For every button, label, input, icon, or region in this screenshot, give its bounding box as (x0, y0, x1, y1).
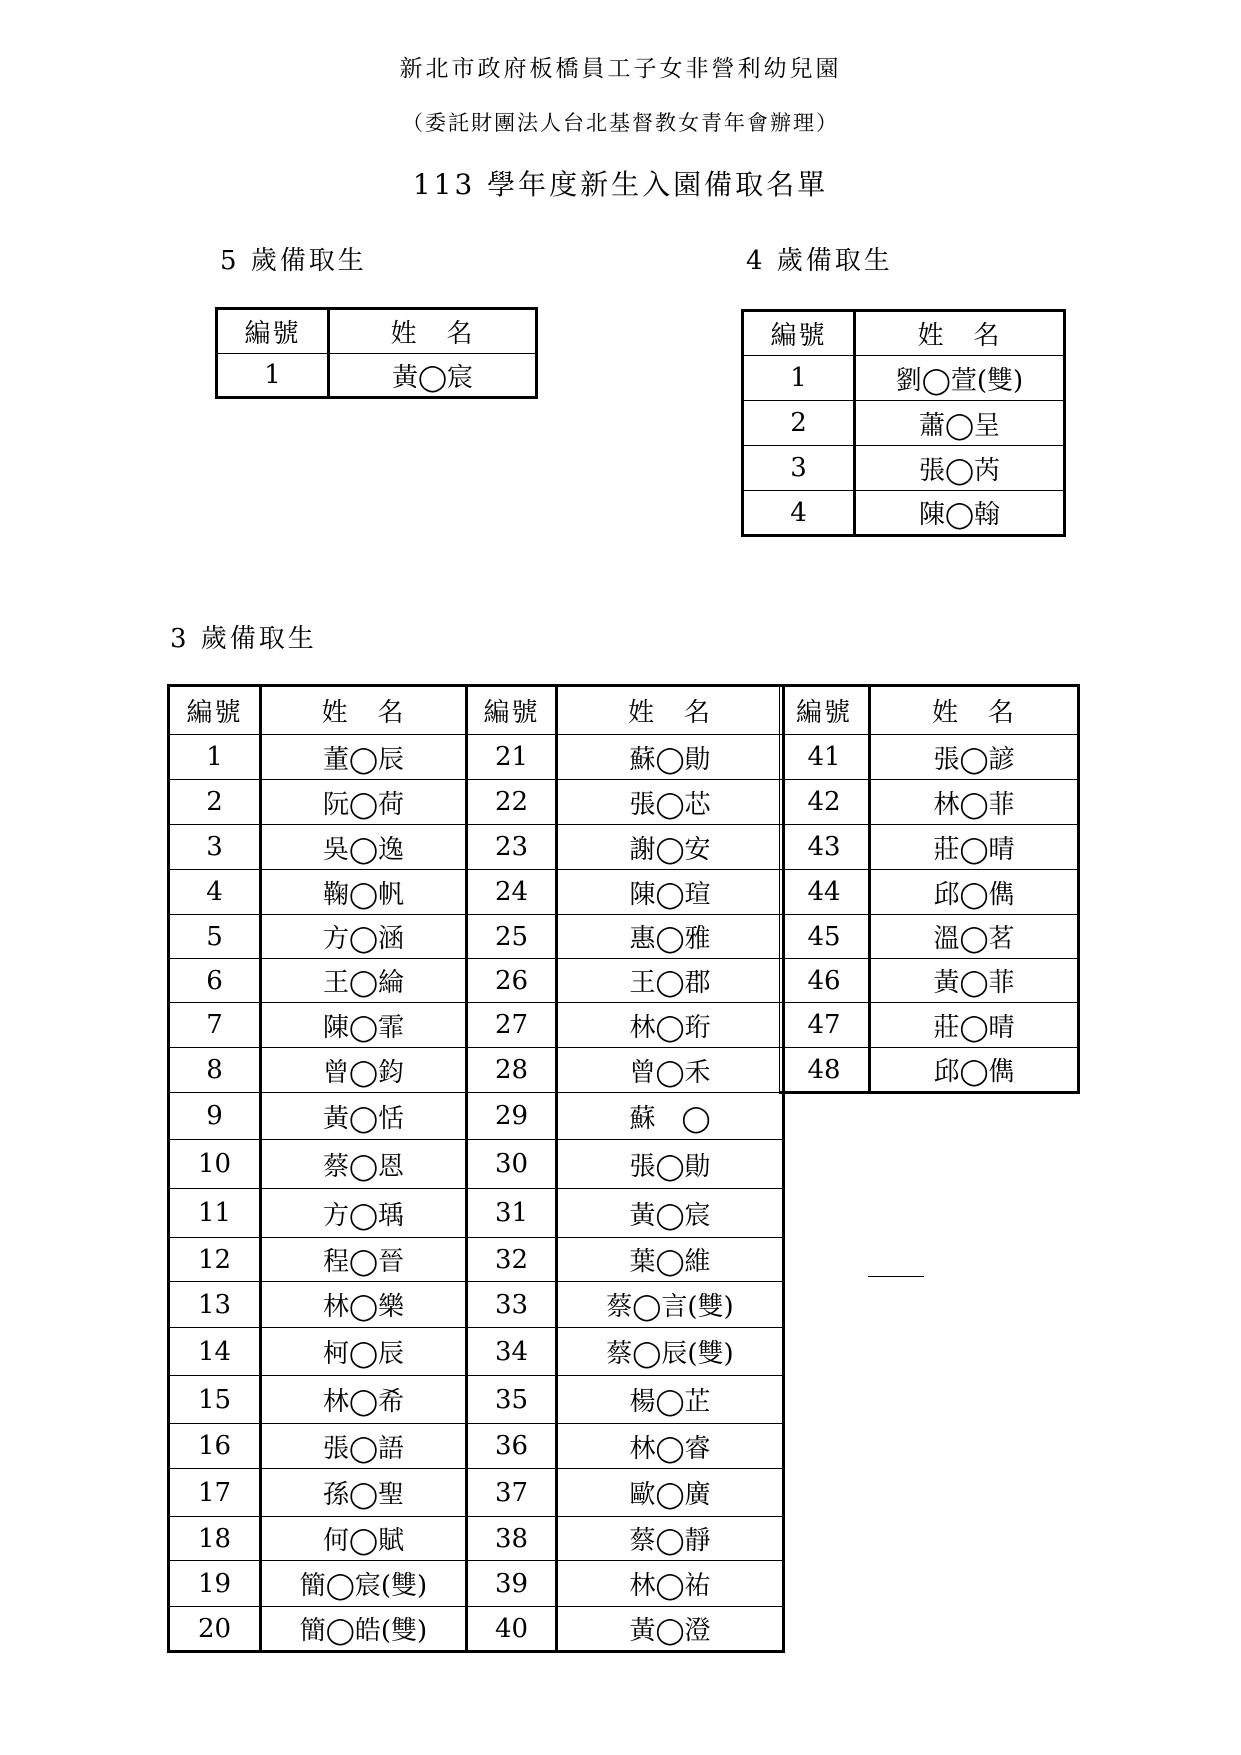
row-number: 3 (743, 446, 855, 491)
table-row (780, 959, 1079, 1003)
col-name-header: 姓 名 (855, 311, 1065, 356)
col-name-header: 姓 名 (261, 686, 467, 735)
col-name-header: 姓 名 (329, 309, 537, 354)
age4-table (741, 309, 1066, 537)
table-row (169, 1328, 784, 1376)
row-name: 蘇 ◯ (557, 1093, 784, 1140)
table-row (169, 1376, 784, 1424)
row-number: 37 (467, 1469, 557, 1517)
row-number: 12 (169, 1238, 261, 1282)
divider-line (868, 1276, 924, 1277)
row-number: 47 (780, 1003, 870, 1048)
row-name: 簡◯宸(雙) (261, 1561, 467, 1607)
row-name: 何◯賦 (261, 1517, 467, 1561)
row-number: 2 (169, 780, 261, 825)
table-header-row (217, 309, 537, 354)
row-name: 張◯諺 (870, 735, 1079, 780)
row-number: 15 (169, 1376, 261, 1424)
table-row (169, 870, 784, 915)
row-name: 蕭◯呈 (855, 401, 1065, 446)
row-number: 13 (169, 1282, 261, 1328)
row-number: 28 (467, 1048, 557, 1093)
row-number: 8 (169, 1048, 261, 1093)
row-number: 9 (169, 1093, 261, 1140)
row-name: 惠◯雅 (557, 915, 784, 959)
table-header-row (169, 686, 784, 735)
row-number: 27 (467, 1003, 557, 1048)
row-number: 39 (467, 1561, 557, 1607)
row-name: 蔡◯恩 (261, 1140, 467, 1189)
row-number: 21 (467, 735, 557, 780)
row-number: 30 (467, 1140, 557, 1189)
row-name: 簡◯皓(雙) (261, 1607, 467, 1652)
col-name-header: 姓 名 (557, 686, 784, 735)
row-number: 11 (169, 1189, 261, 1238)
table-row (169, 1093, 784, 1140)
row-name: 張◯勛 (557, 1140, 784, 1189)
list-title: 113 學年度新生入園備取名單 (412, 168, 829, 201)
table-row (169, 825, 784, 870)
row-name: 黃◯菲 (870, 959, 1079, 1003)
row-number: 34 (467, 1328, 557, 1376)
table-row (169, 1561, 784, 1607)
row-number: 4 (743, 491, 855, 536)
row-name: 歐◯廣 (557, 1469, 784, 1517)
row-name: 溫◯茗 (870, 915, 1079, 959)
row-name: 蔡◯靜 (557, 1517, 784, 1561)
table-row (169, 1140, 784, 1189)
row-name: 王◯郡 (557, 959, 784, 1003)
row-name: 蘇◯勛 (557, 735, 784, 780)
table-row (169, 1048, 784, 1093)
row-name: 陳◯翰 (855, 491, 1065, 536)
row-name: 董◯辰 (261, 735, 467, 780)
row-number: 6 (169, 959, 261, 1003)
row-name: 邱◯儁 (870, 1048, 1079, 1093)
row-number: 14 (169, 1328, 261, 1376)
table-row (169, 1517, 784, 1561)
row-number: 35 (467, 1376, 557, 1424)
row-number: 32 (467, 1238, 557, 1282)
row-name: 葉◯維 (557, 1238, 784, 1282)
row-number: 4 (169, 870, 261, 915)
row-number: 22 (467, 780, 557, 825)
table-row (169, 1282, 784, 1328)
row-number: 29 (467, 1093, 557, 1140)
age5-heading: 5 歲備取生 (220, 246, 367, 276)
row-number: 25 (467, 915, 557, 959)
row-number: 1 (217, 354, 329, 398)
row-name: 陳◯瑄 (557, 870, 784, 915)
table-row (743, 446, 1065, 491)
table-row (169, 1189, 784, 1238)
row-number: 42 (780, 780, 870, 825)
table-row (743, 491, 1065, 536)
row-number: 26 (467, 959, 557, 1003)
col-number-header: 編號 (467, 686, 557, 735)
table-row (169, 1469, 784, 1517)
row-name: 邱◯儁 (870, 870, 1079, 915)
row-name: 吳◯逸 (261, 825, 467, 870)
row-name: 莊◯晴 (870, 1003, 1079, 1048)
row-name: 蔡◯言(雙) (557, 1282, 784, 1328)
table-row (169, 1607, 784, 1652)
row-name: 孫◯聖 (261, 1469, 467, 1517)
age4-heading: 4 歲備取生 (746, 246, 893, 276)
table-row (780, 780, 1079, 825)
row-number: 33 (467, 1282, 557, 1328)
row-number: 40 (467, 1607, 557, 1652)
table-row (743, 356, 1065, 401)
row-number: 7 (169, 1003, 261, 1048)
row-number: 16 (169, 1424, 261, 1469)
row-name: 黃◯恬 (261, 1093, 467, 1140)
row-number: 17 (169, 1469, 261, 1517)
row-number: 18 (169, 1517, 261, 1561)
row-number: 1 (743, 356, 855, 401)
row-number: 48 (780, 1048, 870, 1093)
row-name: 程◯晉 (261, 1238, 467, 1282)
row-number: 23 (467, 825, 557, 870)
row-number: 45 (780, 915, 870, 959)
row-name: 曾◯禾 (557, 1048, 784, 1093)
row-name: 林◯樂 (261, 1282, 467, 1328)
table-row (169, 780, 784, 825)
table-row (169, 1424, 784, 1469)
table-row (169, 735, 784, 780)
table-row (169, 915, 784, 959)
row-number: 10 (169, 1140, 261, 1189)
table-header-row (780, 686, 1079, 735)
table-row (743, 401, 1065, 446)
table-row (780, 870, 1079, 915)
document-title: 新北市政府板橋員工子女非營利幼兒園 (399, 56, 842, 82)
row-name: 莊◯晴 (870, 825, 1079, 870)
row-name: 黃◯宸 (557, 1189, 784, 1238)
age5-table (215, 307, 538, 399)
row-name: 林◯祐 (557, 1561, 784, 1607)
table-row (780, 825, 1079, 870)
row-number: 3 (169, 825, 261, 870)
row-name: 林◯菲 (870, 780, 1079, 825)
row-name: 謝◯安 (557, 825, 784, 870)
table-header-row (743, 311, 1065, 356)
row-name: 方◯涵 (261, 915, 467, 959)
col-number-header: 編號 (780, 686, 870, 735)
table-row (217, 354, 537, 398)
col-number-header: 編號 (217, 309, 329, 354)
row-name: 王◯綸 (261, 959, 467, 1003)
row-name: 林◯希 (261, 1376, 467, 1424)
row-name: 蔡◯辰(雙) (557, 1328, 784, 1376)
row-number: 19 (169, 1561, 261, 1607)
table-row (780, 735, 1079, 780)
row-number: 1 (169, 735, 261, 780)
row-number: 38 (467, 1517, 557, 1561)
row-name: 陳◯霏 (261, 1003, 467, 1048)
row-name: 張◯芮 (855, 446, 1065, 491)
table-row (169, 1003, 784, 1048)
col-number-header: 編號 (169, 686, 261, 735)
table-row (780, 915, 1079, 959)
row-number: 44 (780, 870, 870, 915)
row-number: 2 (743, 401, 855, 446)
row-name: 曾◯鈞 (261, 1048, 467, 1093)
row-number: 5 (169, 915, 261, 959)
col-number-header: 編號 (743, 311, 855, 356)
row-name: 方◯瑀 (261, 1189, 467, 1238)
age3-table-main (167, 684, 785, 1653)
row-name: 柯◯辰 (261, 1328, 467, 1376)
row-name: 張◯芯 (557, 780, 784, 825)
table-row (169, 1238, 784, 1282)
age3-heading: 3 歲備取生 (170, 624, 317, 654)
row-name: 黃◯澄 (557, 1607, 784, 1652)
row-name: 鞠◯帆 (261, 870, 467, 915)
row-name: 林◯睿 (557, 1424, 784, 1469)
row-number: 41 (780, 735, 870, 780)
table-row (780, 1048, 1079, 1093)
table-row (780, 1003, 1079, 1048)
col-name-header: 姓 名 (870, 686, 1079, 735)
row-number: 20 (169, 1607, 261, 1652)
row-number: 31 (467, 1189, 557, 1238)
row-number: 46 (780, 959, 870, 1003)
row-number: 43 (780, 825, 870, 870)
row-name: 阮◯荷 (261, 780, 467, 825)
row-number: 36 (467, 1424, 557, 1469)
table-row (169, 959, 784, 1003)
row-name: 黃◯宸 (329, 354, 537, 398)
row-name: 楊◯芷 (557, 1376, 784, 1424)
row-number: 24 (467, 870, 557, 915)
row-name: 張◯語 (261, 1424, 467, 1469)
document-subtitle: （委託財團法人台北基督教女青年會辦理） (402, 111, 839, 135)
row-name: 劉◯萱(雙) (855, 356, 1065, 401)
age3-table-side (779, 684, 1080, 1094)
row-name: 林◯珩 (557, 1003, 784, 1048)
